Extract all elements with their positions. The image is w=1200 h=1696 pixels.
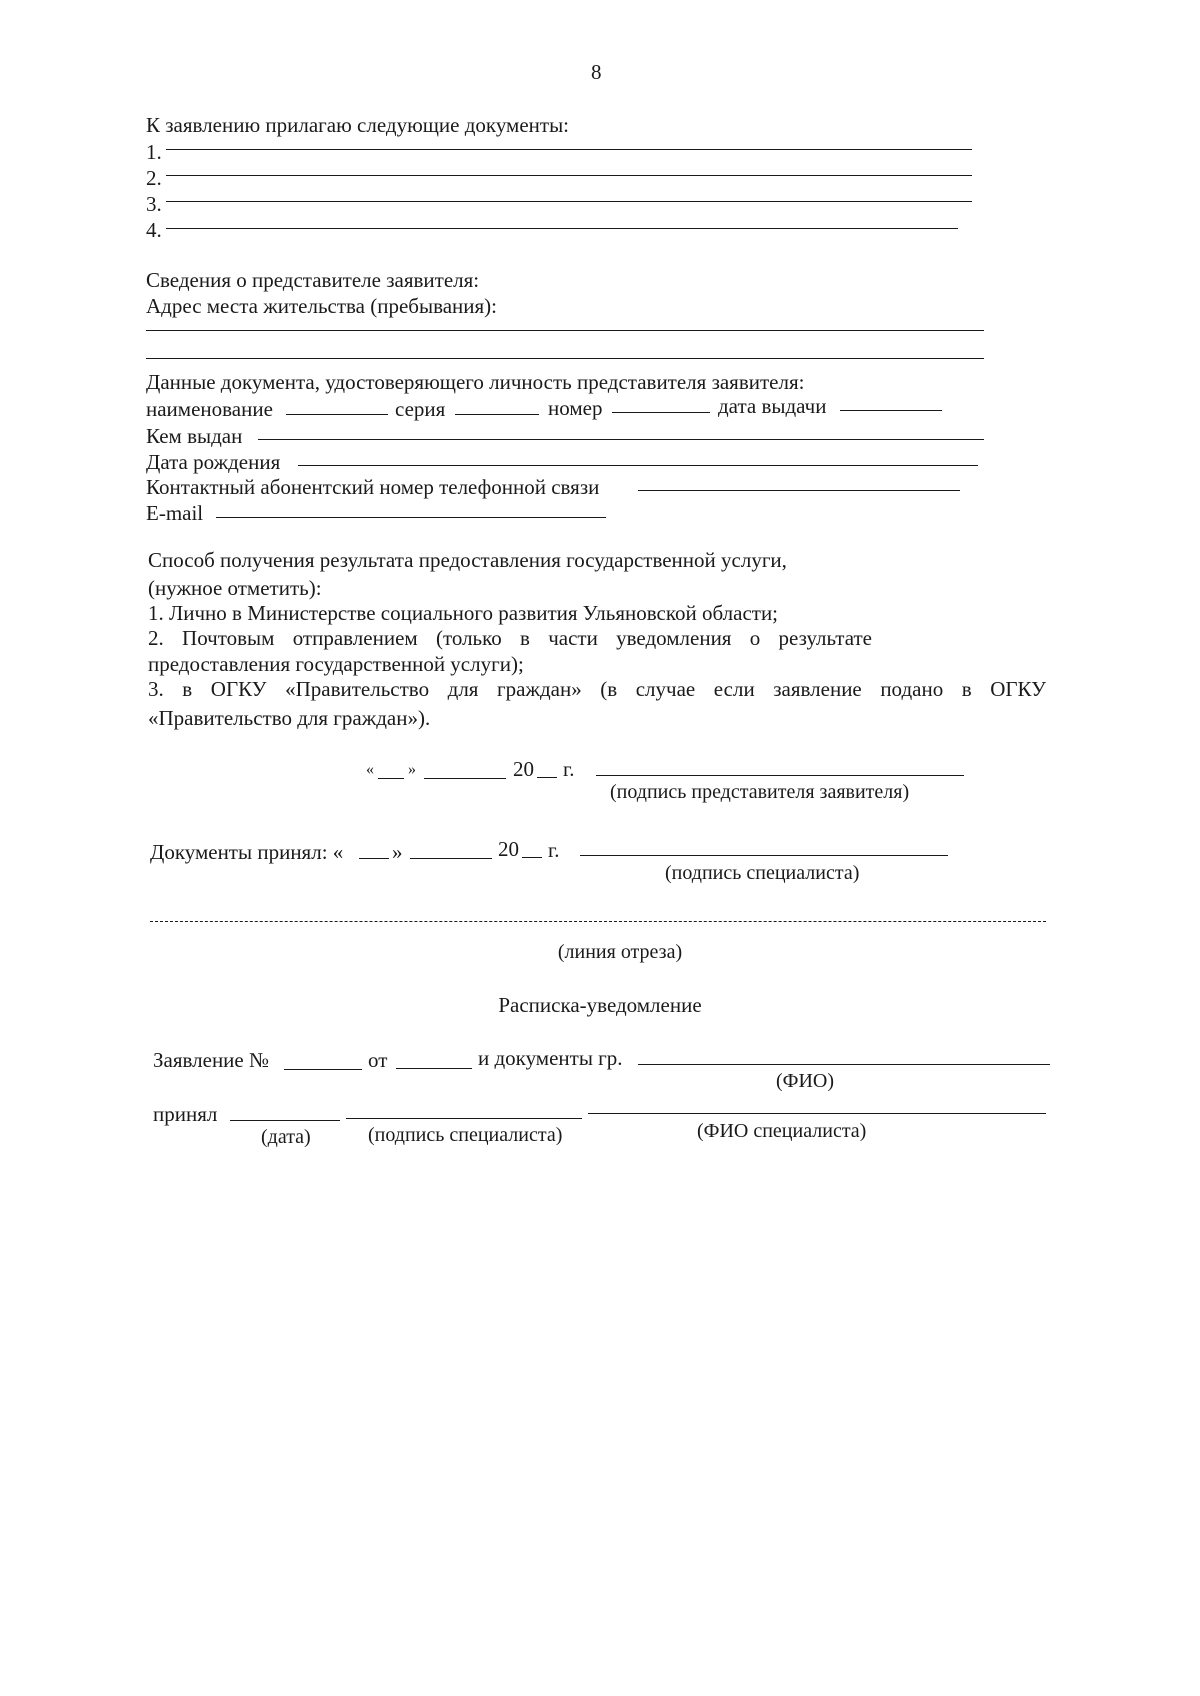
page-number: 8: [591, 60, 602, 84]
result-method-line2: (нужное отметить):: [148, 576, 322, 600]
receipt-statement-label: Заявление №: [153, 1048, 270, 1072]
sig-year-suffix: г.: [563, 757, 575, 781]
receipt-from-label: от: [368, 1048, 388, 1072]
accepted-year-line: [522, 857, 542, 858]
result-method-line1: Способ получения результата предоставления государственной услуги,: [148, 548, 787, 572]
doc-issue-date-line: [840, 410, 942, 411]
receipt-title: Расписка-уведомление: [498, 993, 702, 1017]
receipt-statement-number-line: [284, 1069, 362, 1070]
representative-signature-caption: (подпись представителя заявителя): [610, 781, 910, 803]
sig-year-line: [537, 777, 557, 778]
sig-date-open-quote: «: [366, 761, 374, 778]
doc-series-line: [455, 414, 539, 415]
attachment-item-3: 3.: [146, 192, 162, 216]
receipt-documents-label: и документы гр.: [478, 1046, 623, 1070]
doc-issue-date-label: дата выдачи: [718, 394, 827, 418]
sig-year-prefix: 20: [513, 757, 534, 781]
receipt-specialist-fio-line: [588, 1113, 1046, 1114]
receipt-from-date-line: [396, 1068, 472, 1069]
specialist-signature-line: [580, 855, 948, 856]
issued-by-line: [258, 439, 984, 440]
specialist-signature-caption: (подпись специалиста): [665, 862, 860, 884]
result-option-3-line1: 3. в ОГКУ «Правительство для граждан» (в случае если заявление подано в ОГКУ: [148, 677, 1046, 701]
doc-name-label: наименование: [146, 397, 273, 421]
representative-heading: Сведения о представителе заявителя:: [146, 268, 480, 292]
sig-date-close-quote: »: [408, 761, 416, 778]
doc-number-line: [612, 412, 710, 413]
address-label: Адрес места жительства (пребывания):: [146, 294, 498, 318]
doc-series-label: серия: [395, 397, 446, 421]
receipt-date-line: [230, 1120, 340, 1121]
result-option-2-line2: предоставления государственной услуги);: [148, 652, 524, 676]
sig-date-day-line: [378, 778, 404, 779]
id-doc-heading: Данные документа, удостоверяющего личность представителя заявителя:: [146, 370, 805, 394]
phone-label: Контактный абонентский номер телефонной связи: [146, 475, 600, 499]
receipt-specialist-fio-caption: (ФИО специалиста): [697, 1120, 867, 1142]
issued-by-label: Кем выдан: [146, 424, 243, 448]
attachment-line-1: [166, 149, 972, 150]
attachment-line-4: [166, 228, 958, 229]
attachment-item-4: 4.: [146, 218, 162, 242]
birth-date-line: [298, 465, 978, 466]
receipt-fio-line: [638, 1064, 1050, 1065]
accepted-year-prefix: 20: [498, 837, 519, 861]
receipt-accepted-label: принял: [153, 1102, 218, 1126]
accepted-date-close-quote: »: [392, 840, 403, 864]
address-line-1: [146, 330, 984, 331]
email-line: [216, 517, 606, 518]
result-option-2-line1: 2. Почтовым отправлением (только в части уведомления о результате: [148, 626, 872, 650]
receipt-signature-line: [346, 1118, 582, 1119]
receipt-fio-caption: (ФИО): [776, 1070, 835, 1092]
sig-date-month-line: [424, 778, 506, 779]
birth-date-label: Дата рождения: [146, 450, 281, 474]
attachment-item-1: 1.: [146, 140, 162, 164]
attachment-line-2: [166, 175, 972, 176]
doc-name-line: [286, 414, 388, 415]
cut-line: [150, 921, 1046, 922]
representative-signature-line: [596, 775, 964, 776]
attachment-item-2: 2.: [146, 166, 162, 190]
result-option-3-line2: «Правительство для граждан»).: [148, 706, 431, 730]
doc-number-label: номер: [548, 396, 603, 420]
receipt-signature-caption: (подпись специалиста): [368, 1124, 563, 1146]
accepted-month-line: [410, 858, 492, 859]
result-option-1: 1. Лично в Министерстве социального развития Ульяновской области;: [148, 601, 779, 625]
cut-line-caption: (линия отреза): [557, 941, 683, 963]
receipt-date-caption: (дата): [261, 1126, 311, 1148]
attachments-heading: К заявлению прилагаю следующие документы:: [146, 113, 570, 137]
accepted-label: Документы принял: «: [150, 840, 344, 864]
attachment-line-3: [166, 201, 972, 202]
address-line-2: [146, 358, 984, 359]
accepted-year-suffix: г.: [548, 838, 560, 862]
phone-line: [638, 490, 960, 491]
accepted-day-line: [359, 858, 389, 859]
email-label: E-mail: [146, 501, 204, 525]
